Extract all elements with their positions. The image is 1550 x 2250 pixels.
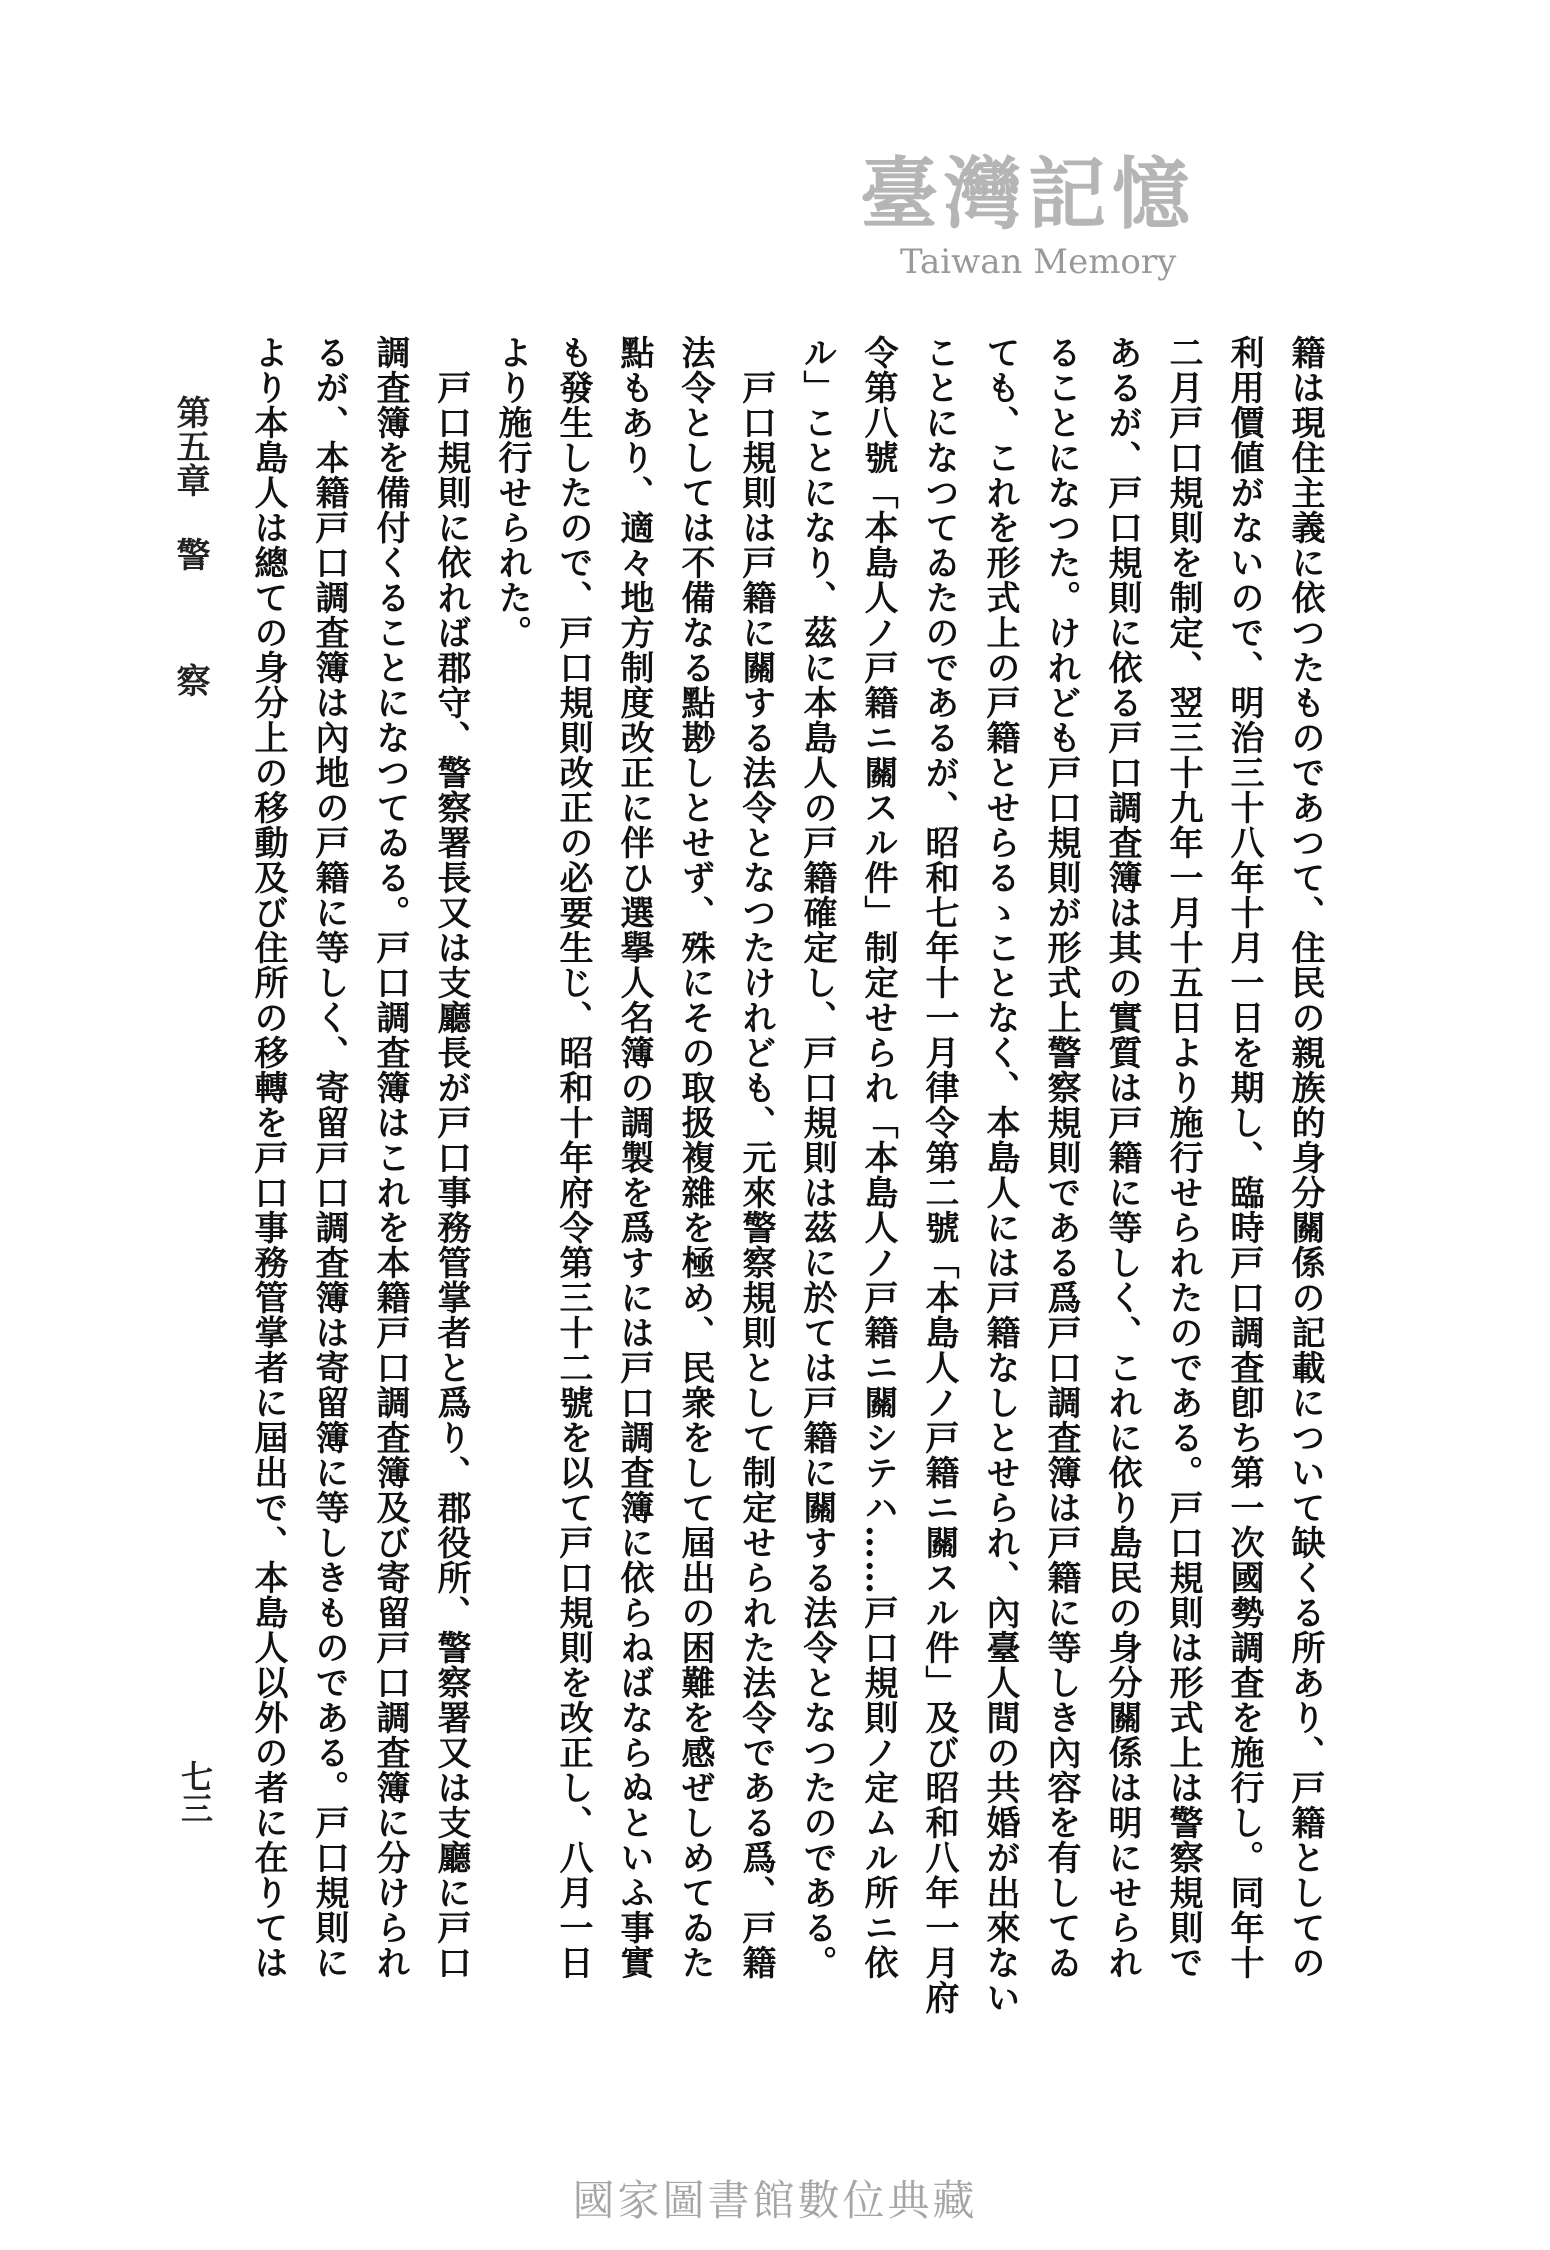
text-column: 戸口規則は戸籍に關する法令となつたけれども、元來警察規則として制定せられた法令である爲、戸籍	[736, 370, 776, 1980]
text-column: 戸口規則に依れば郡守、警察署長又は支廳長が戸口事務管掌者と爲り、郡役所、警察署又は支廳に戸口	[431, 370, 471, 1980]
watermark-logo-text: 臺灣記憶	[860, 149, 1197, 240]
taiwan-memory-watermark	[860, 150, 1240, 290]
text-column: るが、本籍戸口調査簿は內地の戸籍に等しく、寄留戸口調査簿は寄留簿に等しきものである。戸口規則に	[309, 335, 349, 1980]
text-column: 二月戸口規則を制定、翌三十九年一月十五日より施行せられたのである。戸口規則は形式上は警察規則で	[1163, 335, 1203, 1980]
text-column: あるが、戸口規則に依る戸口調査簿は其の實質は戸籍に等しく、これに依り島民の身分關係は明にせられ	[1102, 335, 1142, 1980]
text-column: 調査簿を備付くることになつてゐる。戸口調査簿はこれを本籍戸口調査簿及び寄留戸口調査簿に分けられ	[370, 335, 410, 1980]
text-column: 法令としては不備なる點尠しとせず、殊にその取扱複雜を極め、民衆をして屆出の困難を感ぜしめてゐた	[675, 335, 715, 1980]
running-header	[165, 395, 215, 737]
text-column: ことになつてゐたのであるが、昭和七年十一月律令第二號「本島人ノ戸籍ニ關スル件」及び昭和八年一月府	[919, 335, 959, 2015]
text-column: 點もあり、適々地方制度改正に伴ひ選擧人名簿の調製を爲すには戸口調査簿に依らねばならぬといふ事實	[614, 335, 654, 1980]
text-column: より施行せられた。	[492, 335, 532, 650]
text-column: ル」ことになり、茲に本島人の戸籍確定し、戸口規則は茲に於ては戸籍に關する法令となつたのである。	[797, 335, 837, 1980]
text-column: も發生したので、戸口規則改正の必要生じ、昭和十年府令第三十二號を以て戸口規則を改正し、八月一日	[553, 335, 593, 1980]
watermark-english-text: Taiwan Memory	[900, 242, 1177, 282]
text-column: ることになつた。けれども戸口規則が形式上警察規則である爲戸口調査簿は戸籍に等しき內容を有してゐ	[1041, 335, 1081, 1980]
chapter-title: 警 察	[170, 537, 210, 737]
text-column: 令第八號「本島人ノ戸籍ニ關スル件」制定せられ「本島人ノ戸籍ニ關シテハ……戸口規則ノ定ムル所ニ依	[858, 335, 898, 1980]
page-number: 七三	[176, 1760, 214, 1824]
library-footer: 國家圖書館數位典藏	[572, 2176, 978, 2225]
text-column: より本島人は總ての身分上の移動及び住所の移轉を戸口事務管掌者に屆出で、本島人以外の者に在りては	[248, 335, 288, 1980]
chapter-label: 第五章	[170, 395, 210, 497]
text-column: 利用價値がないので、明治三十八年十月一日を期し、臨時戸口調査卽ち第一次國勢調査を施行し。同年十	[1224, 335, 1264, 1980]
text-column: ても、これを形式上の戸籍とせらるゝことなく、本島人には戸籍なしとせられ、內臺人間の共婚が出來ない	[980, 335, 1020, 2015]
text-column: 籍は現住主義に依つたものであつて、住民の親族的身分關係の記載について缺くる所あり、戸籍としての	[1285, 335, 1325, 1980]
